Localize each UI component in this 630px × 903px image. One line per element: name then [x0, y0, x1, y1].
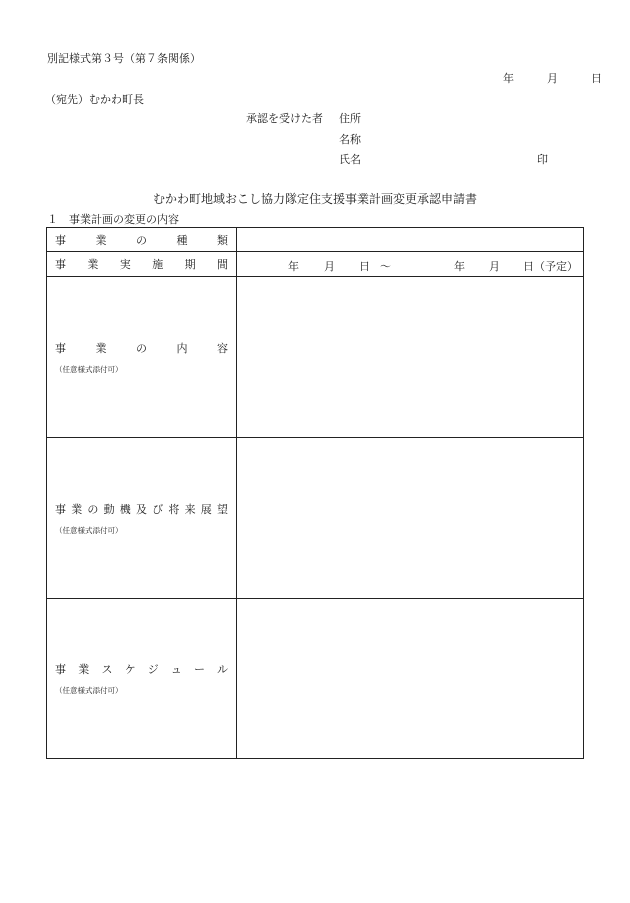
table-row	[47, 438, 584, 599]
motivation-outlook-field[interactable]	[237, 438, 584, 599]
row-note-optional-attachment: （任意様式添付可）	[55, 364, 123, 374]
row-label-motivation-outlook: 事業の動機及び将来展望	[55, 502, 228, 516]
row-label-cell	[47, 438, 237, 599]
row-note-optional-attachment: （任意様式添付可）	[55, 686, 123, 695]
period-start-month: 月	[324, 260, 335, 273]
period-start-year: 年	[288, 260, 299, 273]
row-label-cell	[47, 277, 237, 438]
row-label-business-schedule: 事業スケジュール	[55, 663, 228, 676]
period-start-day: 日	[359, 260, 370, 273]
addressee: （宛先）むかわ町長	[45, 93, 144, 106]
business-schedule-field[interactable]	[237, 599, 584, 759]
period-end-day: 日	[523, 260, 534, 273]
section-heading: １ 事業計画の変更の内容	[47, 213, 179, 226]
table-row	[47, 277, 584, 438]
implementation-period-field[interactable]	[237, 252, 584, 277]
row-label-cell	[47, 252, 237, 277]
document-title: むかわ町地域おこし協力隊定住支援事業計画変更承認申請書	[152, 192, 477, 206]
applicant-person-label: 氏名	[339, 153, 361, 166]
period-end-month: 月	[489, 260, 500, 273]
applicant-name-label: 名称	[339, 133, 361, 146]
period-planned: （予定）	[534, 260, 578, 273]
row-note-optional-attachment: （任意様式添付可）	[55, 525, 123, 535]
date-day-label: 日	[591, 72, 602, 85]
table-row	[47, 228, 584, 252]
row-label-business-type: 事業の種類	[55, 233, 228, 247]
applicant-address-label: 住所	[339, 112, 361, 125]
table-row	[47, 252, 584, 277]
date-line	[503, 70, 602, 86]
business-content-field[interactable]	[237, 277, 584, 438]
date-month-label: 月	[547, 72, 558, 85]
period-tilde: ～	[380, 260, 391, 273]
row-label-cell	[47, 599, 237, 759]
row-label-business-content: 事業の内容	[55, 341, 228, 355]
row-label-cell	[47, 228, 237, 252]
row-label-implementation-period: 事業実施期間	[55, 258, 228, 271]
change-content-table	[46, 227, 584, 759]
business-type-field[interactable]	[237, 228, 584, 252]
period-line	[237, 252, 583, 276]
applicant-label: 承認を受けた者	[246, 112, 323, 125]
form-number: 別記様式第３号（第７条関係）	[47, 52, 201, 65]
date-year-label: 年	[503, 72, 514, 85]
period-end-year: 年	[454, 260, 465, 273]
table-row	[47, 599, 584, 759]
seal-mark: 印	[537, 153, 548, 166]
